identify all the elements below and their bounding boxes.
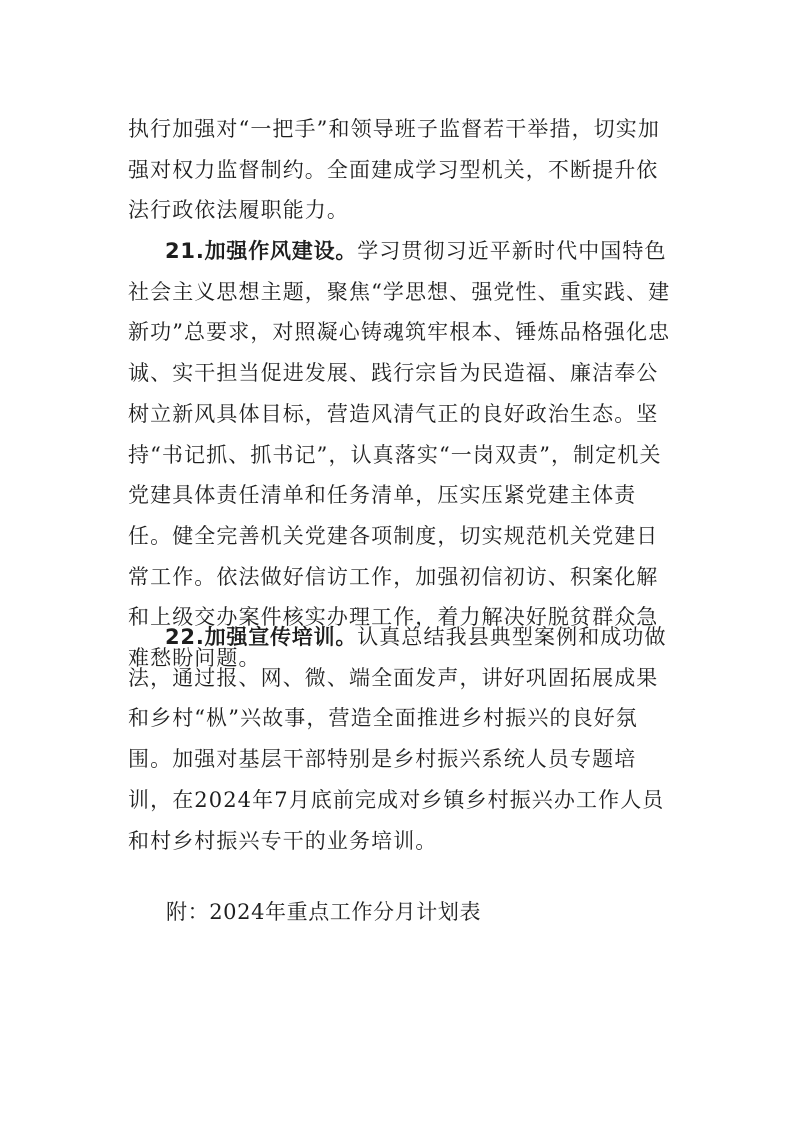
section-22-heading: 22.加强宣传培训。 — [165, 625, 358, 649]
attachment-note: 附：2024年重点工作分月计划表 — [166, 900, 482, 924]
paragraph-continued: 执行加强对“一把手”和领导班子监督若干举措，切实加强对权力监督制约。全面建成学习型机关，不断提升依法行政依法履职能力。 — [128, 117, 660, 223]
section-22 — [128, 617, 673, 861]
section-22-body: 认真总结我县典型案例和成功做法，通过报、网、微、端全面发声，讲好巩固拓展成果和乡村“枞”兴故事，营造全面推进乡村振兴的良好氛围。加强对基层干部特别是乡村振兴系统人员专题培训，在2024年7月底前完成对乡镇乡村振兴办工作人员和村乡村振兴专干的业务培训。 — [128, 625, 667, 853]
section-21-body: 学习贯彻习近平新时代中国特色社会主义思想主题，聚焦“学思想、强党性、重实践、建新功”总要求，对照凝心铸魂筑牢根本、锤炼品格强化忠诚、实干担当促进发展、践行宗旨为民造福、廉洁奉公树立新风具体目标，营造风清气正的良好政治生态。坚持“书记抓、抓书记”，认真落实“一岗双责”，制定机关党建具体责任清单和任务清单，压实压紧党建主体责任。健全完善机关党建各项制度，切实规范机关党建日常工作。依法做好信访工作，加强初信初访、积案化解和上级交办案件核实办理工作，着力解决好脱贫群众急难愁盼问题。 — [128, 239, 671, 671]
section-21-heading: 21.加强作风建设。 — [165, 239, 358, 263]
section-21 — [128, 231, 673, 679]
